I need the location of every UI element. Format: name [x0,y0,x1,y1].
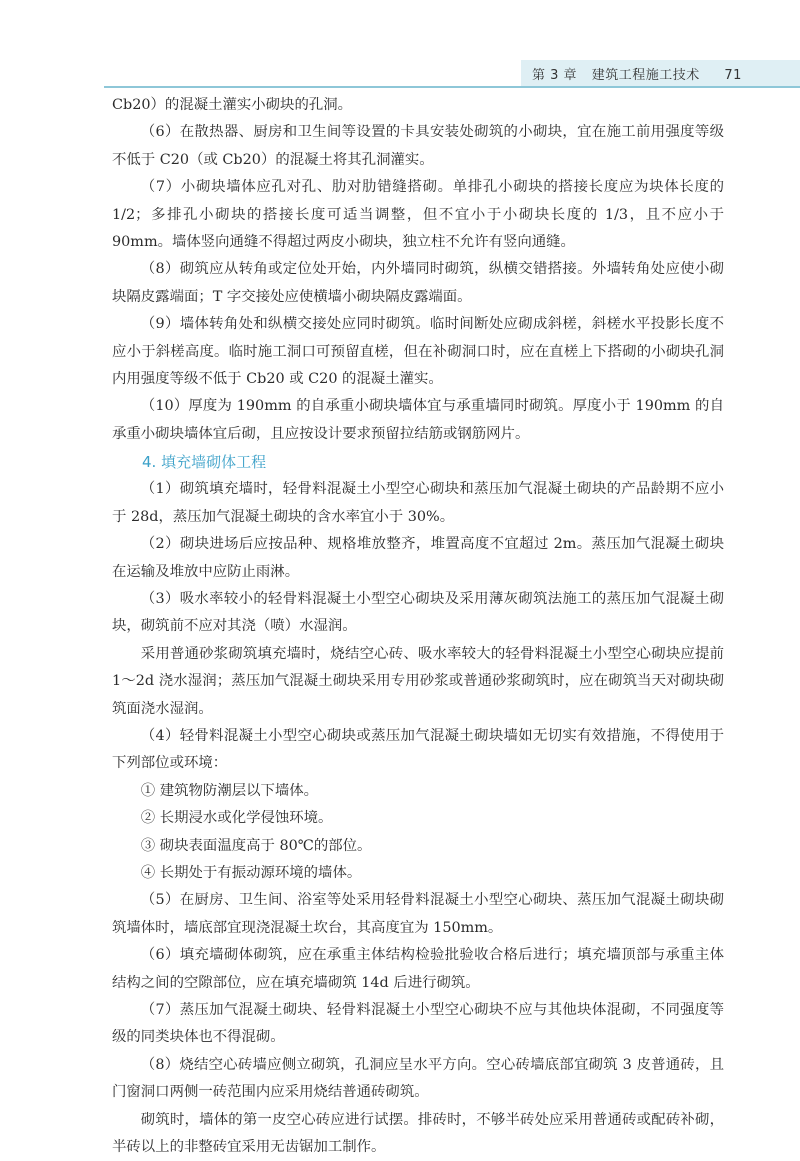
page-number: 71 [724,68,742,83]
paragraph: （10）厚度为 190mm 的自承重小砌块墙体宜与承重墙同时砌筑。厚度小于 190mm 的自承重小砌块墙体宜后砌，且应按设计要求预留拉结筋或钢筋网片。 [112,398,724,442]
paragraph: （8）砌筑应从转角或定位处开始，内外墙同时砌筑，纵横交错搭接。外墙转角处应使小砌块隔皮露端面；T 字交接处应使横墙小砌块隔皮露端面。 [112,261,724,305]
list-item: ② 长期浸水或化学侵蚀环境。 [140,810,333,827]
paragraph: 采用普通砂浆砌筑填充墙时，烧结空心砖、吸水率较大的轻骨料混凝土小型空心砌块应提前 1～2d 浇水湿润；蒸压加气混凝土砌块采用专用砂浆或普通砂浆砌筑时，应在砌筑当天对砌块砌筑面浇水湿润。 [112,645,724,717]
paragraph: Cb20）的混凝土灌实小砌块的孔洞。 [112,97,353,113]
chapter-label: 第 3 章 [532,68,578,83]
page-header [0,60,800,88]
page-body [112,92,724,1161]
paragraph: （4）轻骨料混凝土小型空心砌块或蒸压加气混凝土砌块墙如无切实有效措施，不得使用于下列部位或环境： [112,727,724,772]
paragraph: （6）在散热器、厨房和卫生间等设置的卡具安装处砌筑的小砌块，宜在施工前用强度等级不低于 C20（或 Cb20）的混凝土将其孔洞灌实。 [112,124,724,168]
header-text [532,64,742,83]
list-item: ③ 砌块表面温度高于 80℃的部位。 [140,837,372,854]
header-rule [104,86,800,88]
paragraph: （7）小砌块墙体应孔对孔、肋对肋错缝搭砌。单排孔小砌块的搭接长度应为块体长度的 1/2；多排孔小砌块的搭接长度可适当调整，但不宜小于小砌块长度的 1/3，且不应小于 90mm。墙体竖向通缝不得超过两皮小砌块，独立柱不允许有竖向通缝。 [112,179,724,251]
list-item: ① 建筑物防潮层以下墙体。 [140,782,319,799]
paragraph: （3）吸水率较小的轻骨料混凝土小型空心砌块及采用薄灰砌筑法施工的蒸压加气混凝土砌块，砌筑前不应对其浇（喷）水湿润。 [112,590,724,635]
paragraph: （9）墙体转角处和纵横交接处应同时砌筑。临时间断处应砌成斜槎，斜槎水平投影长度不应小于斜槎高度。临时施工洞口可预留直槎，但在补砌洞口时，应在直槎上下搭砌的小砌块孔洞内用强度等级不低于 Cb20 或 C20 的混凝土灌实。 [112,316,724,388]
paragraph: 砌筑时，墙体的第一皮空心砖应进行试摆。排砖时，不够半砖处应采用普通砖或配砖补砌，半砖以上的非整砖宜采用无齿锯加工制作。 [112,1111,724,1156]
chapter-title: 建筑工程施工技术 [591,68,700,83]
list-item: ④ 长期处于有振动源环境的墙体。 [140,864,362,881]
paragraph: （8）烧结空心砖墙应侧立砌筑，孔洞应呈水平方向。空心砖墙底部宜砌筑 3 皮普通砖，且门窗洞口两侧一砖范围内应采用烧结普通砖砌筑。 [112,1056,724,1101]
paragraph: （2）砌块进场后应按品种、规格堆放整齐，堆置高度不宜超过 2m。蒸压加气混凝土砌块在运输及堆放中应防止雨淋。 [112,536,724,580]
paragraph: （7）蒸压加气混凝土砌块、轻骨料混凝土小型空心砌块不应与其他块体混砌，不同强度等级的同类块体也不得混砌。 [112,1002,724,1046]
paragraph: （1）砌筑填充墙时，轻骨料混凝土小型空心砌块和蒸压加气混凝土砌块的产品龄期不应小于 28d，蒸压加气混凝土砌块的含水率宜小于 30%。 [112,481,724,525]
section-heading: 4. 填充墙砌体工程 [142,453,267,472]
paragraph: （5）在厨房、卫生间、浴室等处采用轻骨料混凝土小型空心砌块、蒸压加气混凝土砌块砌筑墙体时，墙底部宜现浇混凝土坎台，其高度宜为 150mm。 [112,892,724,936]
paragraph: （6）填充墙砌体砌筑，应在承重主体结构检验批验收合格后进行；填充墙顶部与承重主体结构之间的空隙部位，应在填充墙砌筑 14d 后进行砌筑。 [112,947,724,991]
